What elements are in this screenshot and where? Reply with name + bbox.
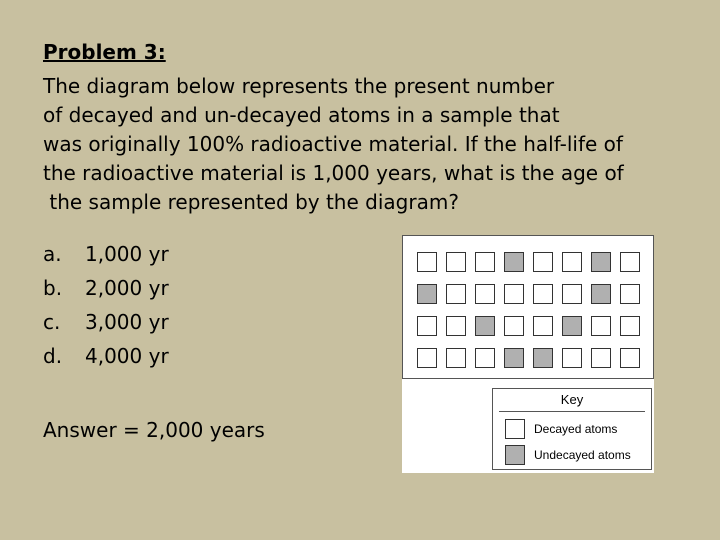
- decayed-atom: [475, 284, 495, 304]
- decayed-atom: [417, 316, 437, 336]
- option-c: [43, 305, 169, 339]
- undecayed-atom: [591, 284, 611, 304]
- option-text: 3,000 yr: [85, 310, 169, 334]
- diagram-key: [492, 388, 652, 470]
- option-letter: d.: [43, 344, 63, 368]
- option-letter: b.: [43, 276, 63, 300]
- decayed-atom: [417, 348, 437, 368]
- decayed-atom: [446, 252, 466, 272]
- option-letter: a.: [43, 242, 62, 266]
- decayed-atom: [533, 284, 553, 304]
- option-b: [43, 271, 169, 305]
- atom-grid: [417, 252, 640, 368]
- question-line: The diagram below represents the present number: [43, 74, 555, 98]
- atom-grid-frame: [402, 235, 654, 379]
- decayed-atom: [417, 252, 437, 272]
- option-text: 4,000 yr: [85, 344, 169, 368]
- decayed-atom: [620, 252, 640, 272]
- undecayed-atom: [533, 348, 553, 368]
- decayed-atom: [562, 348, 582, 368]
- decayed-atom: [446, 348, 466, 368]
- decayed-atom: [446, 284, 466, 304]
- undecayed-swatch: [505, 445, 525, 465]
- undecayed-atom: [591, 252, 611, 272]
- decayed-atom: [446, 316, 466, 336]
- key-title: Key: [560, 392, 584, 407]
- decayed-atom: [562, 284, 582, 304]
- option-text: 1,000 yr: [85, 242, 169, 266]
- undecayed-atom: [562, 316, 582, 336]
- decayed-atom: [475, 348, 495, 368]
- decayed-atom: [620, 284, 640, 304]
- decayed-atom: [504, 284, 524, 304]
- answer-text: Answer = 2,000 years: [43, 418, 265, 442]
- question-text: [43, 72, 693, 217]
- option-a: [43, 237, 169, 271]
- option-letter: c.: [43, 310, 61, 334]
- undecayed-atom: [504, 348, 524, 368]
- decayed-atom: [533, 252, 553, 272]
- decayed-atom: [620, 348, 640, 368]
- key-divider: [499, 411, 645, 412]
- decayed-atom: [591, 348, 611, 368]
- decayed-swatch: [505, 419, 525, 439]
- decayed-label: Decayed atoms: [534, 422, 618, 436]
- decayed-atom: [620, 316, 640, 336]
- undecayed-atom: [475, 316, 495, 336]
- problem-title: Problem 3:: [43, 40, 166, 64]
- undecayed-atom: [504, 252, 524, 272]
- option-text: 2,000 yr: [85, 276, 169, 300]
- decayed-atom: [504, 316, 524, 336]
- decayed-atom: [475, 252, 495, 272]
- question-line: the sample represented by the diagram?: [43, 190, 459, 214]
- question-line: was originally 100% radioactive material. If the half-life of: [43, 132, 623, 156]
- decayed-atom: [562, 252, 582, 272]
- undecayed-label: Undecayed atoms: [534, 448, 631, 462]
- decayed-atom: [533, 316, 553, 336]
- question-line: the radioactive material is 1,000 years, what is the age of: [43, 161, 624, 185]
- atom-diagram: [402, 235, 654, 473]
- decayed-atom: [591, 316, 611, 336]
- undecayed-atom: [417, 284, 437, 304]
- answer-options: [43, 237, 169, 373]
- option-d: [43, 339, 169, 373]
- question-line: of decayed and un-decayed atoms in a sample that: [43, 103, 560, 127]
